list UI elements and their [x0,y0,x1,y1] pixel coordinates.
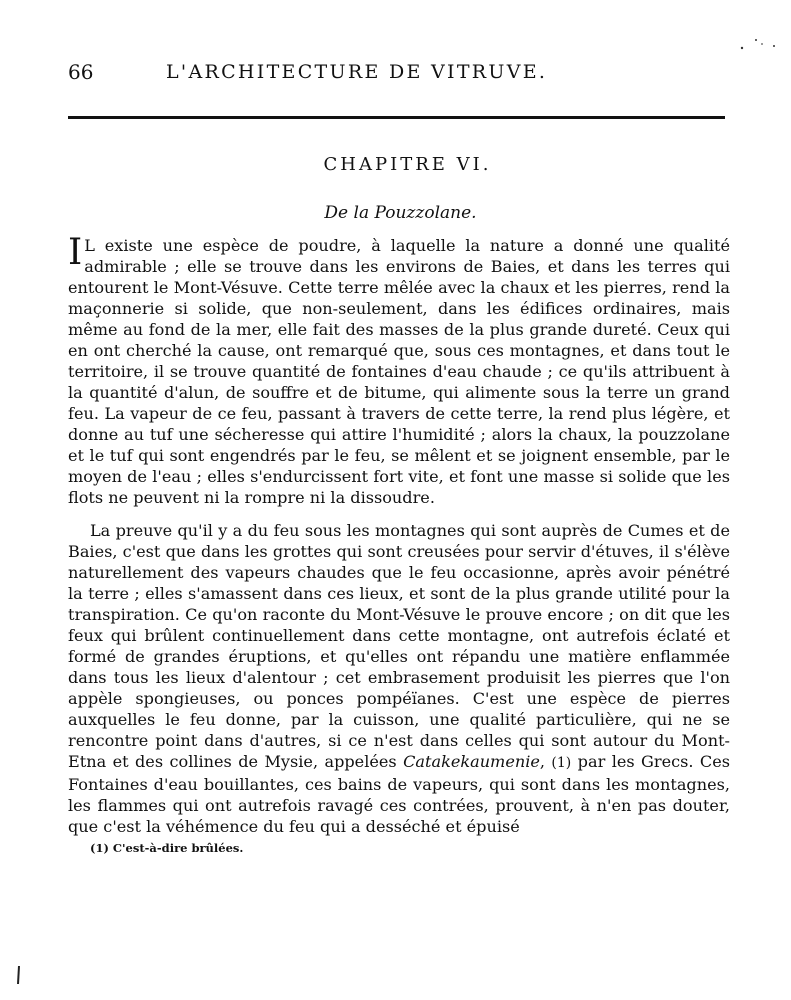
first-word-rest: L [84,236,95,255]
chapter-subtitle: De la Pouzzolane. [324,203,477,223]
paragraph-1-text: existe une espèce de poudre, à laquelle la nature a donné une qualité admirable ; elle se trouve dans les environs de Baies, et dans les terres qui entourent le Mont-Vésuve. Cette terre mêlée avec la chaux et les pierres, rend la maçonnerie si solide, que non-seulement, dans les édifices ordinaires, mais même au fond de la mer, elle fait des masses de la plus grande dureté. Ceux qui en ont cherché la cause, ont remarqué que, sous ces montagnes, et dans tout le territoire, il se trouve quantité de fontaines d'eau chaude ; ce qu'ils attribuent à la quantité d'alun, de souffre et de bitume, qui alimente sous la terre un grand feu. La vapeur de ce feu, passant à travers de cette terre, la rend plus légère, et donne au tuf une sécheresse qui attire l'humidité ; alors la chaux, la pouzzolane et le tuf qui sont engendrés par le feu, se mêlent et se joignent ensemble, par le moyen de l'eau ; elles s'endurcissent fort vite, et font une masse si solide que les flots ne peuvent ni la rompre ni la dissoudre. [68,236,730,507]
footnote-reference[interactable]: (1) [551,755,572,771]
page-number: 66 [68,60,94,84]
footnote: (1) C'est-à-dire brûlées. [90,841,244,855]
paragraph-2-text-b: par les Grecs. Ces Fontaines d'eau bouillantes, ces bains de vapeurs, qui sont dans les montagnes, les flammes qui ont autrefois ravagé ces contrées, prouvent, à n'en pas douter, que c'est la véhémence du feu qui a desséché et épuisé [68,752,731,836]
running-title: L'ARCHITECTURE DE VITRUVE. [166,61,548,83]
header-rule [68,116,725,119]
paragraph-1 [68,232,730,508]
chapter-title: CHAPITRE VI. [323,154,492,175]
running-header [68,58,728,86]
paragraph-2-text-a: La preuve qu'il y a du feu sous les montagnes qui sont auprès de Cumes et de Baies, c'est que dans les grottes qui sont creusées pour servir d'étuves, il s'élève naturellement des vapeurs chaudes que le feu occasionne, après avoir pénétré la terre ; elles s'amassent dans ces lieux, et sont de la plus grande utilité pour la transpiration. Ce qu'on raconte du Mont-Vésuve le prouve encore ; on dit que les feux qui brûlent continuellement dans cette montagne, ont autrefois éclaté et formé de grandes éruptions, et qu'elles ont répandu une matière enflammée dans tous les lieux d'alentour ; cet embrasement produisit les pierres que l'on appèle spongieuses, ou ponces pompéïanes. C'est une espèce de pierres auxquelles le feu donne, par la cuisson, une qualité particulière, qui ne se rencontre point dans d'autres, si ce n'est dans celles qui sont autour du Mont-Etna et des collines de Mysie, appelées [68,521,730,771]
margin-mark [14,964,24,986]
drop-initial: I [68,232,83,273]
margin-specks [738,34,778,54]
body-text [68,232,731,837]
greek-term: Catakekaumenie [403,752,540,771]
paragraph-2: La preuve qu'il y a du feu sous les montagnes qui sont auprès de Cumes et de Baies, c'est que dans les grottes qui sont creusées pour servir d'étuves, il s'élève naturellement des vapeurs chaudes que le feu occasionne, après avoir pénétré la terre ; elles s'amassent dans ces lieux, et sont de la plus grande utilité pour la transpiration. Ce qu'on raconte du Mont-Vésuve le prouve encore ; on dit que les feux qui brûlent continuellement dans cette montagne, ont autrefois éclaté et formé de grandes éruptions, et qu'elles ont répandu une matière enflammée dans tous les lieux d'alentour ; cet embrasement produisit les pierres que l'on appèle spongieuses, ou ponces pompéïanes. C'est une espèce de pierres auxquelles le feu donne, par la cuisson, une qualité particulière, qui ne se rencontre point dans d'autres, si ce n'est dans celles qui sont autour du Mont-Etna et des collines de Mysie, appelées Catakekaumenie, (1) par les Grecs. Ces Fontaines d'eau bouillantes, ces bains de vapeurs, qui sont dans les montagnes, les flammes qui ont autrefois ravagé ces contrées, prouvent, à n'en pas douter, que c'est la véhémence du feu qui a desséché et épuisé [68,521,731,836]
